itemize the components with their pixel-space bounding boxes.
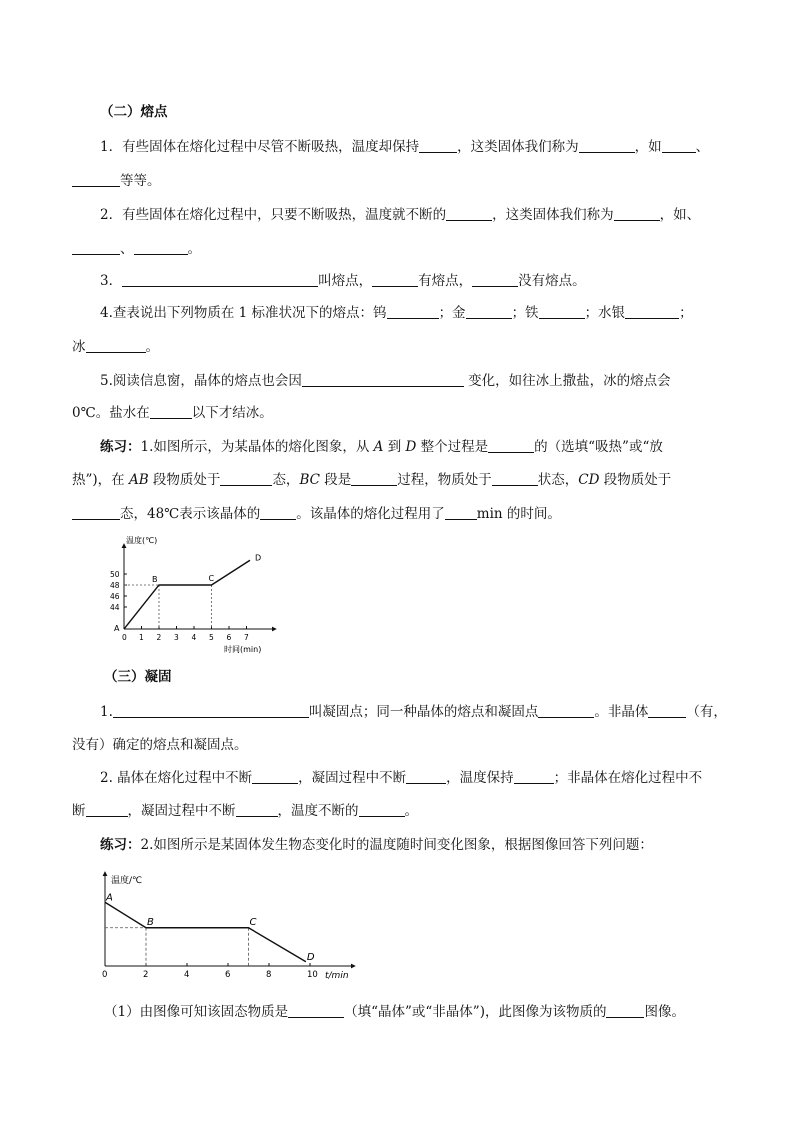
answer-blank[interactable] — [113, 703, 309, 718]
x-tick-label: 6 — [225, 970, 231, 980]
answer-blank[interactable] — [466, 304, 512, 319]
answer-blank[interactable] — [288, 1003, 344, 1018]
answer-blank[interactable] — [387, 304, 439, 319]
y-tick-label: 50 — [110, 570, 120, 579]
cooling-curve-chart — [92, 868, 362, 980]
x-tick-label: 4 — [191, 633, 197, 642]
answer-blank[interactable] — [86, 802, 128, 817]
x-tick-label: 1 — [139, 633, 144, 642]
x-tick-label: 0 — [102, 970, 108, 980]
answer-blank[interactable] — [72, 172, 120, 187]
question-1-line-2: 等等。 — [72, 172, 161, 190]
answer-blank[interactable] — [72, 505, 120, 520]
section-heading-melting-point: （二）熔点 — [100, 104, 168, 120]
answer-blank[interactable] — [419, 138, 457, 153]
exercise-2-prompt: 练习：2.如图所示是某固体发生物态变化时的温度随时间变化图象，根据图像回答下列问题： — [100, 837, 653, 853]
answer-blank[interactable] — [488, 438, 534, 453]
point-label: B — [147, 916, 154, 928]
question-3: 3． 叫熔点， 有熔点， 没有熔点。 — [100, 273, 586, 289]
section3-question-1-line-1: 1. 叫凝固点；同一种晶体的熔点和凝固点 。非晶体 （有， — [100, 704, 727, 720]
answer-blank[interactable] — [351, 471, 397, 486]
answer-blank[interactable] — [236, 802, 278, 817]
question-4-line-1: 4.查表说出下列物质在 1 标准状况下的熔点：钨 ；金 ；铁 ；水银 ； — [100, 305, 693, 321]
answer-blank[interactable] — [625, 304, 679, 319]
question-2-line-1: 2．有些固体在熔化过程中，只要不断吸热，温度就不断的 ，这类固体我们称为 ，如、 — [100, 207, 701, 223]
sub-question-1: （1）由图像可知该固态物质是 （填“晶体”或“非晶体”)，此图像为该物质的 图像。 — [104, 1004, 685, 1020]
x-tick-label: 2 — [156, 633, 162, 642]
answer-blank[interactable] — [579, 138, 635, 153]
answer-blank[interactable] — [372, 272, 418, 287]
answer-blank[interactable] — [606, 1003, 644, 1018]
y-tick-label: 44 — [110, 603, 120, 612]
point-label: B — [152, 575, 158, 584]
y-tick-label: 46 — [110, 592, 120, 601]
answer-blank[interactable] — [302, 372, 464, 387]
x-tick-label: 2 — [143, 970, 149, 980]
answer-blank[interactable] — [538, 703, 594, 718]
x-tick-label: 6 — [226, 633, 232, 642]
melting-curve-chart — [106, 534, 286, 658]
question-5-line-1: 5.阅读信息窗，晶体的熔点也会因 变化，如往冰上撒盐，冰的熔点会 — [100, 373, 671, 389]
exercise-1-line-2: 热”)，在 AB 段物质处于 态，BC 段是 过程，物质处于 状态，CD 段物质处于 — [72, 472, 672, 488]
x-tick-label: 10 — [307, 970, 318, 980]
answer-blank[interactable] — [150, 404, 192, 419]
answer-blank[interactable] — [359, 802, 405, 817]
answer-blank[interactable] — [445, 505, 477, 520]
point-label: C — [249, 916, 257, 928]
point-label: D — [306, 951, 315, 963]
question-5-line-2: 0℃。盐水在 以下才结冰。 — [72, 405, 273, 421]
x-axis-label: t/min — [325, 971, 349, 980]
x-axis-label: 时间(min) — [224, 645, 262, 654]
section3-question-2-line-1: 2. 晶体在熔化过程中不断 ，凝固过程中不断 ，温度保持 ；非晶体在熔化过程中不 — [100, 770, 703, 786]
question-2-line-2: 、 。 — [72, 240, 201, 258]
y-axis-label: 温度/℃ — [111, 876, 143, 886]
melting-curve-line — [124, 560, 250, 629]
answer-blank[interactable] — [614, 206, 660, 221]
answer-blank[interactable] — [539, 304, 585, 319]
answer-blank[interactable] — [446, 206, 492, 221]
cooling-curve-line — [105, 902, 306, 962]
answer-blank[interactable] — [86, 338, 146, 353]
x-tick-label: 3 — [174, 633, 179, 642]
answer-blank[interactable] — [662, 138, 696, 153]
point-label: A — [106, 892, 113, 904]
section3-question-2-line-2: 断 ，凝固过程中不断 ，温度不断的 。 — [72, 803, 418, 819]
x-tick-label: 5 — [209, 633, 214, 642]
answer-blank[interactable] — [472, 272, 518, 287]
x-tick-label: 7 — [244, 633, 249, 642]
answer-blank[interactable] — [492, 471, 538, 486]
point-label: D — [255, 553, 262, 563]
section-heading-solidification: （三）凝固 — [104, 669, 172, 685]
answer-blank[interactable] — [220, 471, 272, 486]
point-label: A — [114, 624, 120, 633]
question-1-line-1: 1．有些固体在熔化过程中尽管不断吸热，温度却保持 ，这类固体我们称为 ，如 、 — [100, 139, 710, 155]
answer-blank[interactable] — [122, 272, 318, 287]
x-tick-label: 8 — [266, 970, 272, 980]
point-label: C — [208, 574, 215, 583]
question-4-line-2: 冰 。 — [72, 339, 159, 355]
answer-blank[interactable] — [72, 240, 120, 255]
answer-blank[interactable] — [134, 240, 188, 255]
answer-blank[interactable] — [406, 769, 446, 784]
section3-question-1-line-2: 没有）确定的熔点和凝固点。 — [72, 737, 248, 753]
x-tick-label: 4 — [184, 970, 190, 980]
x-tick-label: 0 — [122, 633, 127, 642]
y-axis-label: 温度(℃) — [126, 536, 158, 545]
answer-blank[interactable] — [514, 769, 554, 784]
y-tick-label: 48 — [110, 581, 120, 590]
answer-blank[interactable] — [260, 505, 296, 520]
exercise-1-line-3: 态，48℃表示该晶体的 。该晶体的熔化过程用了 min 的时间。 — [72, 505, 561, 523]
answer-blank[interactable] — [252, 769, 298, 784]
answer-blank[interactable] — [648, 703, 686, 718]
exercise-1-line-1: 练习：1.如图所示，为某晶体的熔化图象，从 A 到 D 整个过程是 的（选填“吸热”或“放 — [100, 439, 663, 455]
